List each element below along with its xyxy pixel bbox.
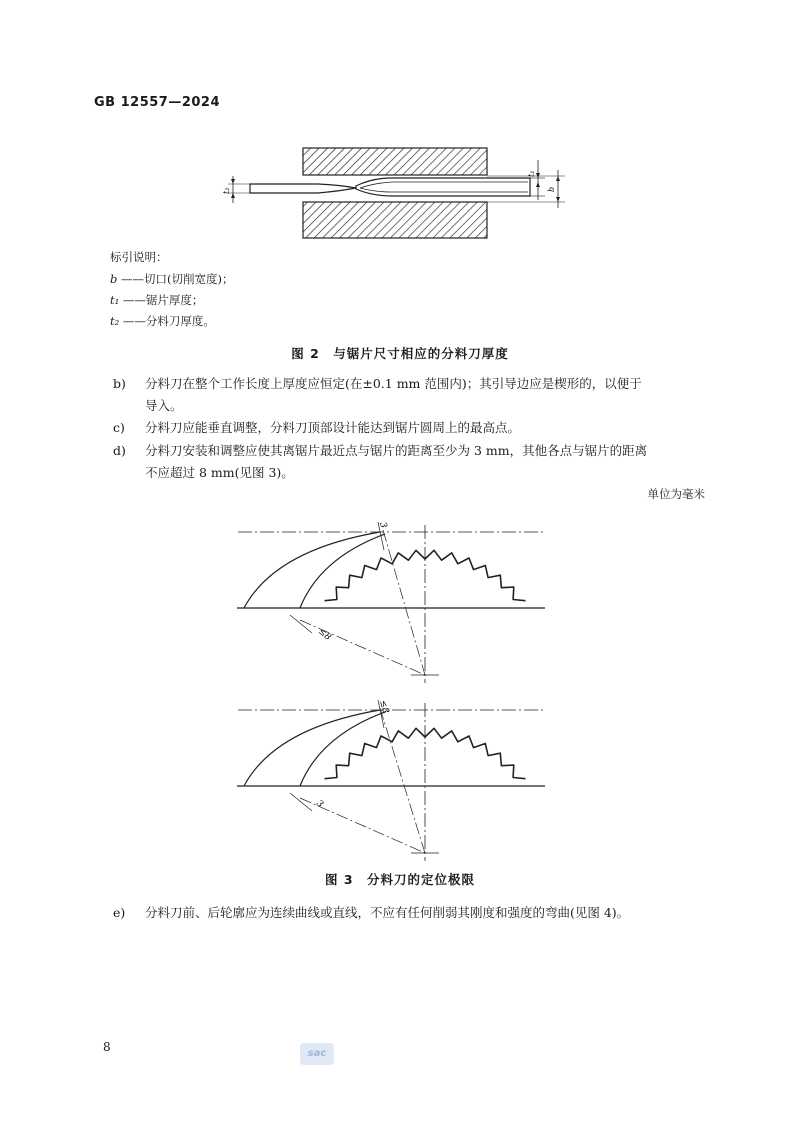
top-dimension-label: ≤8 bbox=[377, 699, 391, 715]
figure-3-caption: 图 3 分料刀的定位极限 bbox=[324, 872, 476, 887]
figure-2-caption: 图 2 与锯片尺寸相应的分料刀厚度 bbox=[291, 346, 509, 361]
paragraph-d: d) 分料刀安装和调整应使其离锯片最近点与锯片的距离至少为 3 mm，其他各点与锯片的距离 不应超过 8 mm(见图 3)。 bbox=[113, 443, 648, 480]
paragraph-b: b) 分料刀在整个工作长度上厚度应恒定(在±0.1 mm 范围内)；其引导边应是楔形的，以便于 导入。 bbox=[113, 376, 642, 413]
dim-label-t1: t₁ bbox=[527, 170, 536, 177]
side-dimension-label: 3 bbox=[314, 798, 325, 810]
paragraph-e: e) 分料刀前、后轮廓应为连续曲线或直线，不应有任何削弱其刚度和强度的弯曲(见图 4)。 bbox=[113, 905, 630, 920]
figure-3-bottom-view bbox=[237, 699, 545, 861]
riving-knife-back-edge bbox=[244, 710, 380, 786]
side-dimension-label: ≤8 bbox=[316, 626, 333, 643]
riving-knife-back-edge bbox=[244, 532, 380, 608]
riving-knife-front-edge bbox=[300, 534, 385, 608]
dim-label-t2: t₂ bbox=[222, 187, 231, 194]
figure-3-top-view bbox=[237, 521, 545, 683]
legend-item-b: b ——切口(切削宽度)； bbox=[110, 272, 234, 286]
units-note: 单位为毫米 bbox=[647, 487, 705, 501]
legend-item-t2: t₂ ——分料刀厚度。 bbox=[110, 314, 215, 328]
lower-radial-line bbox=[300, 620, 425, 675]
legend-item-t1: t₁ ——锯片厚度； bbox=[110, 293, 204, 307]
radial-reference-line bbox=[383, 530, 425, 675]
page-number: 8 bbox=[103, 1040, 111, 1054]
top-dimension-label: 3 bbox=[377, 521, 389, 530]
legend-title: 标引说明： bbox=[110, 250, 168, 264]
standard-code-header: GB 12557—2024 bbox=[94, 95, 221, 110]
dim-label-b: b bbox=[547, 186, 556, 192]
paragraph-c: c) 分料刀应能垂直调整，分料刀顶部设计能达到锯片圆周上的最高点。 bbox=[113, 420, 521, 435]
sac-watermark-logo: sac bbox=[300, 1043, 334, 1065]
riving-knife-front-edge bbox=[300, 712, 385, 786]
